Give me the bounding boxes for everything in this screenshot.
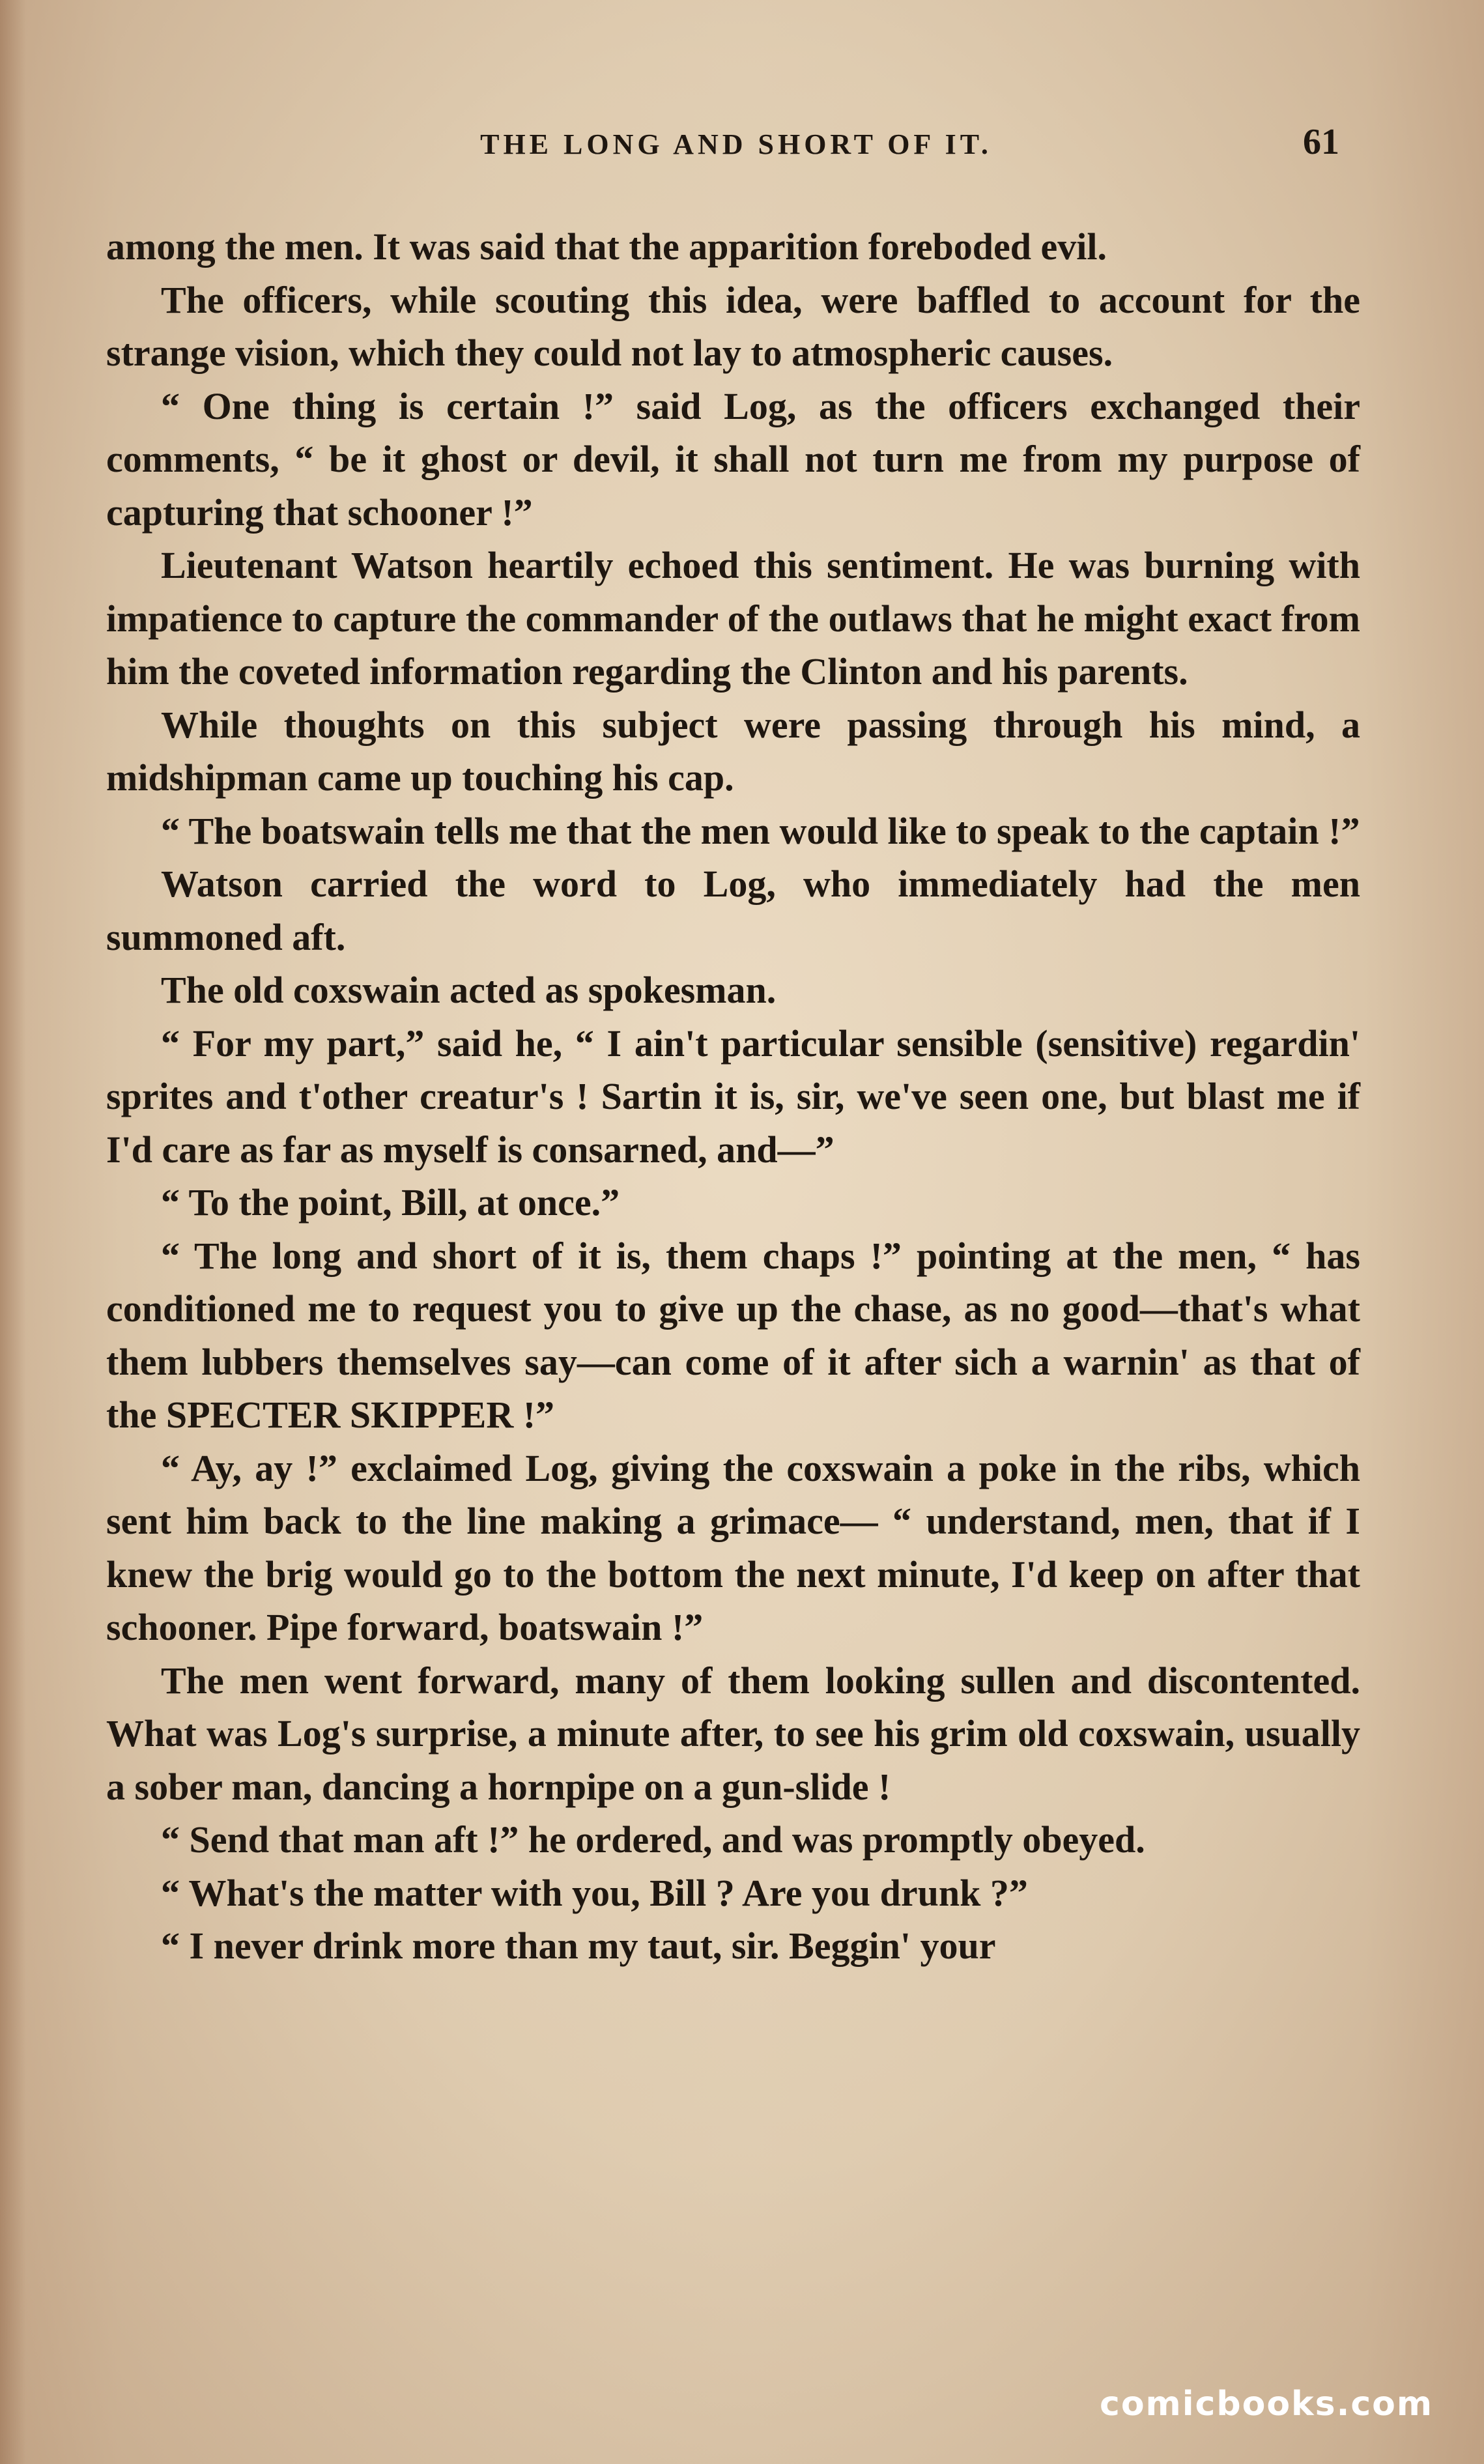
paragraph: “ The boatswain tells me that the men would like to speak to the captain !” [161,809,1360,852]
paragraph: “ Send that man aft !” he ordered, and was promptly obeyed. [161,1818,1145,1861]
paragraph: Lieutenant Watson heartily echoed this sentiment. He was burning with impatience to capture the commander of the outlaws that he might exact from him the coveted information regarding the Clinton and his parents. [106,544,1360,693]
paragraph: Watson carried the word to Log, who immediately had the men summoned aft. [106,863,1360,958]
paragraph: “ I never drink more than my taut, sir. Beggin' your [161,1925,996,1967]
paragraph: “ Ay, ay !” exclaimed Log, giving the coxswain a poke in the ribs, which sent him back to the line making a grimace— “ understand, men, that if I knew the brig would go to the bottom the next minute, I'd keep on after that schooner. Pipe forward, boatswain !” [106,1446,1360,1648]
watermark: comicbooks.com [1100,2385,1434,2424]
body-text [106,220,1360,1973]
paragraph: “ For my part,” said he, “ I ain't particular sensible (sensitive) regardin' sprites and t'other creatur's ! Sartin it is, sir, we've seen one, but blast me if I'd care as far as myself is consarned, and—” [106,1022,1360,1171]
paragraph: “ The long and short of it is, them chaps !” pointing at the men, “ has conditioned me to request you to give up the chase, as no good—that's what them lubbers themselves say—can come of it after sich a warnin' as that of the SPECTER SKIPPER !” [106,1234,1360,1436]
paragraph: “ What's the matter with you, Bill ? Are you drunk ?” [161,1871,1028,1914]
paragraph: The men went forward, many of them looking sullen and discontented. What was Log's surprise, a minute after, to see his grim old coxswain, usually a sober man, dancing a hornpipe on a gun-slide ! [106,1659,1360,1808]
paragraph: The officers, while scouting this idea, were baffled to account for the strange vision, which they could not lay to atmospheric causes. [106,278,1360,374]
paragraph: “ One thing is certain !” said Log, as the officers exchanged their comments, “ be it ghost or devil, it shall not turn me from my purpose of capturing that schooner !” [106,384,1360,534]
running-title: THE LONG AND SHORT OF IT. [480,128,992,160]
paragraph: “ To the point, Bill, at once.” [161,1181,620,1224]
paragraph: among the men. It was said that the apparition foreboded evil. [106,225,1107,268]
paragraph: While thoughts on this subject were passing through his mind, a midshipman came up touching his cap. [106,703,1360,799]
paragraph: The old coxswain acted as spokesman. [161,969,777,1011]
page-edge-shadow [0,0,26,2464]
page-number: 61 [1303,122,1339,162]
